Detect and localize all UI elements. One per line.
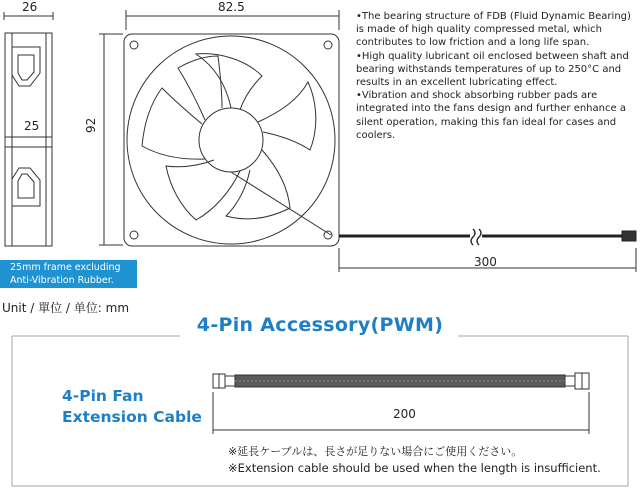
note-lubricant (356, 50, 636, 90)
fan-cable (339, 229, 636, 245)
unit-label: Unit / 單位 / 单位: mm (2, 301, 130, 315)
cable-title-line1: 4-Pin Fan (62, 387, 144, 405)
accessory-title: 4-Pin Accessory(PWM) (196, 314, 444, 336)
fan-height-label: 92 (84, 117, 98, 133)
fan-width-label: 82.5 (218, 0, 245, 14)
note-text: High quality lubricant oil enclosed between shaft and bearing withstands temperatures of up to 250°C and results in an excellent lubricating effect. (356, 50, 629, 89)
extension-length-label: 200 (393, 407, 416, 421)
feature-notes (356, 10, 636, 142)
note-text: Vibration and shock absorbing rubber pads are integrated into the fans design and further enhance a silent operation, making this fan ideal for cases and coolers. (356, 90, 626, 141)
extension-cable (213, 373, 589, 389)
cable-title (62, 386, 202, 428)
frame-note-badge (0, 260, 137, 288)
note-bullet: • (356, 50, 362, 62)
frame-note-line1: 25mm frame excluding (10, 262, 121, 273)
note-fdb (356, 10, 636, 50)
frame-depth-label: 25 (24, 119, 40, 133)
cable-title-line2: Extension Cable (62, 408, 202, 426)
cable-note-japanese: ※延長ケーブルは、長さが足りない場合にご使用ください。 (228, 445, 523, 458)
note-text: The bearing structure of FDB (Fluid Dynamic Bearing) is made of high quality compressed metal, which contributes to low friction and a long life span. (356, 11, 631, 49)
cable-note-english: ※Extension cable should be used when the length is insufficient. (228, 461, 601, 475)
fan-front-view (124, 34, 339, 246)
height-dimension-lines (99, 34, 123, 245)
cable-length-label: 300 (474, 255, 497, 269)
note-vibration (356, 89, 636, 142)
note-bullet: • (356, 90, 362, 102)
side-depth-label: 26 (22, 0, 38, 14)
frame-note-line2: Anti-Vibration Rubber. (10, 274, 114, 286)
note-bullet: • (356, 11, 362, 22)
